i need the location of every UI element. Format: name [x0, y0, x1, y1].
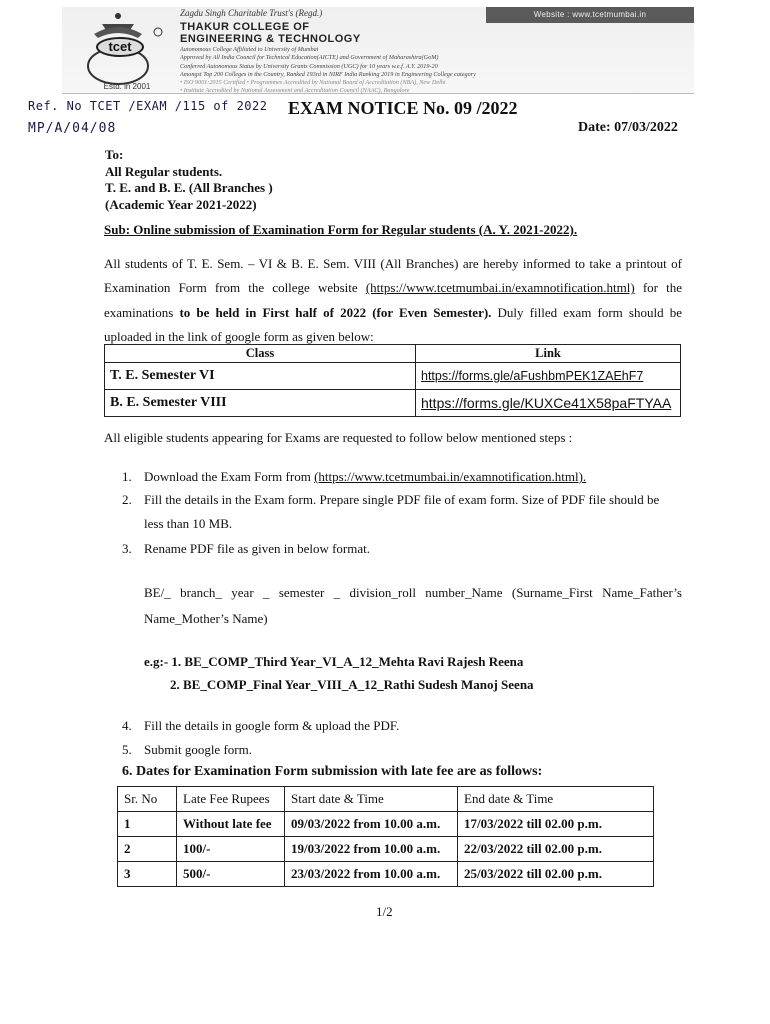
page-number: 1/2 — [376, 904, 393, 919]
addressee-year: (Academic Year 2021-2022) — [105, 196, 257, 212]
form-link-table — [104, 344, 681, 417]
website-link[interactable]: (https://www.tcetmumbai.in/examnotification.html). — [314, 469, 587, 484]
step-item — [122, 738, 682, 762]
step-number: 3. — [122, 541, 132, 556]
table-header-row — [118, 787, 654, 812]
late-fee-cell: 500/- — [177, 862, 285, 887]
form-link[interactable]: https://forms.gle/aFushbmPEK1ZAEhF7 — [416, 363, 681, 390]
sr-no-cell: 3 — [118, 862, 177, 887]
logo-wordmark: tcet — [96, 37, 144, 57]
intro-text: for the examinations — [104, 280, 683, 320]
column-header-start-date: Start date & Time — [285, 787, 458, 812]
late-fee-cell: 100/- — [177, 837, 285, 862]
column-header-class: Class — [105, 345, 416, 363]
step-text: Download the Exam Form from — [144, 469, 315, 484]
trust-name: Zagdu Singh Charitable Trust's (Regd.) — [180, 8, 323, 18]
website-label[interactable]: Website : www.tcetmumbai.in — [486, 7, 694, 23]
step-item — [122, 714, 682, 738]
dates-heading: 6. Dates for Examination Form submission with late fee are as follows: — [122, 764, 543, 779]
step-text: Submit google form. — [144, 742, 252, 757]
column-header-sr-no: Sr. No — [118, 787, 177, 812]
step-number: 5. — [122, 742, 132, 757]
letterhead-line: Approved by All India Council for Technical Education(AICTE) and Government of Maharashtra(GoM) — [180, 54, 439, 61]
step-item — [122, 488, 682, 536]
late-fee-table — [117, 786, 654, 887]
table-row — [105, 390, 681, 417]
step-item — [122, 537, 682, 561]
subject-line: Sub: Online submission of Examination Form for Regular students (A. Y. 2021-2022). — [104, 222, 578, 237]
start-date-cell: 19/03/2022 from 10.00 a.m. — [285, 837, 458, 862]
intro-bold-text: to be held in First half of 2022 (for Even Semester). — [179, 304, 492, 320]
end-date-cell: 17/03/2022 till 02.00 p.m. — [458, 812, 654, 837]
addressee-block — [105, 147, 273, 213]
steps-intro: All eligible students appearing for Exams are requested to follow below mentioned steps : — [104, 430, 573, 445]
addressee-to: To: — [105, 147, 124, 162]
table-row — [118, 812, 654, 837]
column-header-end-date: End date & Time — [458, 787, 654, 812]
start-date-cell: 23/03/2022 from 10.00 a.m. — [285, 862, 458, 887]
step-number: 2. — [122, 492, 132, 507]
letterhead-line: Conferred Autonomous Status by University Grants Commission (UGC) for 10 years w.e.f. A.Y. 2019-20 — [180, 63, 438, 70]
notice-title: EXAM NOTICE No. 09 /2022 — [288, 98, 518, 118]
filename-format: BE/_ branch_ year _ semester _ division_roll number_Name (Surname_First Name_Father’s Name_Mother’s Name) — [144, 585, 682, 626]
step-number: 4. — [122, 718, 132, 733]
table-row — [118, 837, 654, 862]
step-text: Rename PDF file as given in below format. — [144, 541, 371, 556]
sr-no-cell: 2 — [118, 837, 177, 862]
website-link[interactable]: (https://www.tcetmumbai.in/examnotification.html) — [365, 280, 635, 296]
example-line: 2. BE_COMP_Final Year_VIII_A_12_Rathi Sudesh Manoj Seena — [170, 677, 534, 692]
table-header-row — [105, 345, 681, 363]
intro-text: All students of T. E. Sem. – VI & B. E. Sem. VIII (All Branches) are hereby informed to take a printout of Examination Form from the college website — [104, 256, 682, 296]
table-row — [118, 862, 654, 887]
step-item — [122, 465, 682, 489]
form-link[interactable]: https://forms.gle/KUXCe41X58paFTYAA — [416, 390, 681, 417]
step-text: Fill the details in the Exam form. Prepare single PDF file of exam form. Size of PDF file should be less than 10 MB. — [144, 492, 660, 531]
sr-no-cell: 1 — [118, 812, 177, 837]
letterhead-line: Autonomous College Affiliated to University of Mumbai — [180, 46, 319, 53]
established-label: Estd. in 2001 — [103, 82, 151, 91]
table-row — [105, 363, 681, 390]
addressee-branches: T. E. and B. E. (All Branches ) — [105, 180, 273, 195]
class-cell: B. E. Semester VIII — [105, 390, 416, 417]
end-date-cell: 25/03/2022 till 02.00 p.m. — [458, 862, 654, 887]
start-date-cell: 09/03/2022 from 10.00 a.m. — [285, 812, 458, 837]
step-number: 1. — [122, 469, 132, 484]
column-header-late-fee: Late Fee Rupees — [177, 787, 285, 812]
intro-paragraph — [104, 252, 682, 349]
addressee-students: All Regular students. — [105, 163, 223, 179]
class-cell: T. E. Semester VI — [105, 363, 416, 390]
letterhead-line: • ISO 9001:2015 Certified • Programmes Accredited by National Board of Accreditation (NBA), New Delhi — [180, 79, 446, 86]
letterhead-line: • Institute Accredited by National Assessment and Accreditation Council (NAAC), Bangalore — [180, 87, 410, 94]
college-name — [180, 21, 361, 45]
reference-number: Ref. No TCET /EXAM /115 of 2022 — [28, 99, 268, 113]
example-line: e.g:- 1. BE_COMP_Third Year_VI_A_12_Mehta Ravi Rajesh Reena — [144, 654, 524, 669]
college-name-line-1: THAKUR COLLEGE OF — [180, 21, 310, 33]
late-fee-cell: Without late fee — [177, 812, 285, 837]
reference-code: MP/A/04/08 — [28, 121, 117, 136]
step-text: Fill the details in google form & upload the PDF. — [144, 718, 400, 733]
end-date-cell: 22/03/2022 till 02.00 p.m. — [458, 837, 654, 862]
notice-date: Date: 07/03/2022 — [578, 120, 678, 135]
intro-text: Duly filled exam form should be uploaded in the link of google form as given below: — [104, 304, 682, 344]
letterhead-line: Amongst Top 200 Colleges in the Country, Ranked 193rd in NIRF India Ranking 2019 in Engineering College category — [180, 71, 476, 78]
college-name-line-2: ENGINEERING & TECHNOLOGY — [180, 33, 361, 45]
column-header-link: Link — [416, 345, 681, 363]
